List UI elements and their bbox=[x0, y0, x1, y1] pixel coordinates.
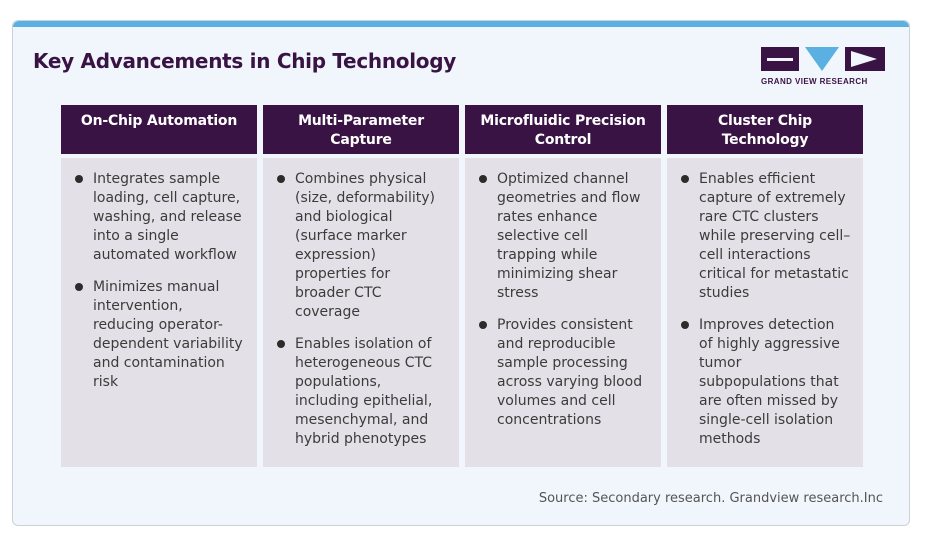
column-microfluidic-precision-control bbox=[465, 105, 661, 467]
list-item-text: Optimized channel geometries and flow rates enhance selective cell trapping while minimizing shear stress bbox=[497, 171, 641, 301]
logo-text: GRAND VIEW RESEARCH bbox=[761, 77, 868, 86]
bullet-icon bbox=[75, 283, 83, 291]
list-item bbox=[75, 170, 245, 265]
list-item bbox=[681, 170, 851, 303]
list-item-text: Integrates sample loading, cell capture, washing, and release into a single automated workflow bbox=[93, 171, 242, 263]
list-item-text: Provides consistent and reproducible sample processing across varying blood volumes and cell concentrations bbox=[497, 317, 643, 428]
infographic-card bbox=[12, 20, 910, 526]
column-body bbox=[61, 158, 257, 467]
column-heading: On-Chip Automation bbox=[61, 105, 257, 154]
list-item bbox=[479, 170, 649, 303]
list-item bbox=[277, 170, 447, 322]
list-item bbox=[75, 278, 245, 392]
list-item-text: Minimizes manual intervention, reducing operator-dependent variability and contamination risk bbox=[93, 279, 243, 390]
list-item bbox=[277, 335, 447, 449]
bullet-icon bbox=[479, 175, 487, 183]
columns bbox=[61, 105, 863, 467]
source-note: Source: Secondary research. Grandview research.Inc bbox=[538, 491, 883, 506]
column-cluster-chip-technology bbox=[667, 105, 863, 467]
column-multi-parameter-capture bbox=[263, 105, 459, 467]
bullet-icon bbox=[75, 175, 83, 183]
list-item-text: Enables efficient capture of extremely rare CTC clusters while preserving cell–cell interactions critical for metastatic studies bbox=[699, 171, 851, 301]
list-item-text: Enables isolation of heterogeneous CTC populations, including epithelial, mesenchymal, and hybrid phenotypes bbox=[295, 336, 433, 447]
page-title: Key Advancements in Chip Technology bbox=[33, 49, 456, 73]
column-body bbox=[667, 158, 863, 467]
grand-view-research-logo bbox=[761, 47, 891, 87]
bullet-icon bbox=[479, 321, 487, 329]
column-heading: Cluster Chip Technology bbox=[667, 105, 863, 154]
bullet-icon bbox=[277, 175, 285, 183]
list-item-text: Improves detection of highly aggressive tumor subpopulations that are often missed by single-cell isolation methods bbox=[699, 317, 840, 447]
column-body bbox=[465, 158, 661, 467]
list-item bbox=[681, 316, 851, 449]
bullet-icon bbox=[681, 175, 689, 183]
accent-bar bbox=[13, 21, 909, 27]
logo-mark-icon bbox=[761, 47, 891, 73]
column-heading: Multi-Parameter Capture bbox=[263, 105, 459, 154]
bullet-icon bbox=[681, 321, 689, 329]
bullet-icon bbox=[277, 340, 285, 348]
list-item-text: Combines physical (size, deformability) and biological (surface marker expression) properties for broader CTC coverage bbox=[295, 171, 436, 320]
column-heading: Microfluidic Precision Control bbox=[465, 105, 661, 154]
column-body bbox=[263, 158, 459, 467]
column-on-chip-automation bbox=[61, 105, 257, 467]
list-item bbox=[479, 316, 649, 430]
